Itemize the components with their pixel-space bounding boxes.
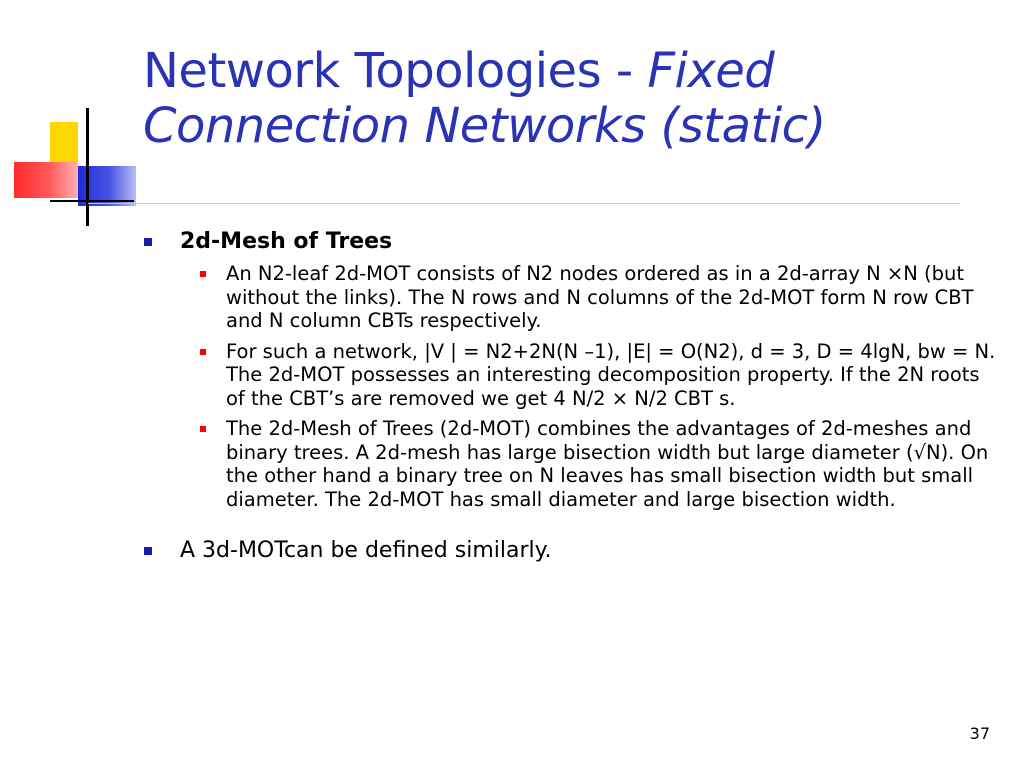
title-divider xyxy=(88,203,960,204)
sub-bullet xyxy=(200,262,997,333)
bullet-level1 xyxy=(142,228,997,256)
sub-bullet-square-icon xyxy=(200,271,206,277)
sub-bullet-text: An N2-leaf 2d-MOT consists of N2 nodes ordered as in a 2d-array N ×N (but without the links). The N rows and N columns of the 2d-MOT form N row CBT and N column CBTs respectively. xyxy=(226,262,974,332)
logo-horizontal-line xyxy=(50,200,134,202)
title-normal: Network Topologies - xyxy=(143,43,648,99)
page-number: 37 xyxy=(969,724,990,743)
sub-bullet-square-icon xyxy=(200,426,206,432)
slide-body xyxy=(142,228,997,565)
logo-red-block xyxy=(14,162,78,198)
sub-bullet-text: The 2d-Mesh of Trees (2d-MOT) combines the advantages of 2d-meshes and binary trees. A 2d-mesh has large bisection width but large diameter (√N). On the other hand a binary tree on N leaves has small bisection width but small diameter. The 2d-MOT has small diameter and large bisection width. xyxy=(226,417,989,511)
sub-bullet-text: For such a network, |V | = N2+2N(N –1), |E| = O(N2), d = 3, D = 4lgN, bw = N. The 2d-MOT possesses an interesting decomposition property. If the 2N roots of the CBT’s are removed we get 4 N/2 × N/2 CBT s. xyxy=(226,339,996,410)
sub-bullet xyxy=(200,340,997,411)
logo-vertical-line xyxy=(86,108,89,226)
bullet-text: A 3d-MOTcan be defined similarly. xyxy=(180,538,552,563)
decorative-logo xyxy=(0,100,140,230)
title-italic: Fixed Connection Networks (static) xyxy=(143,43,826,154)
bullet-level1 xyxy=(142,537,997,565)
logo-yellow-block xyxy=(50,122,78,162)
sub-bullet-list xyxy=(200,262,997,511)
bullet-text: 2d-Mesh of Trees xyxy=(180,229,393,254)
bullet-square-icon xyxy=(144,547,152,555)
sub-bullet xyxy=(200,417,997,511)
bullet-square-icon xyxy=(144,238,152,246)
sub-bullet-square-icon xyxy=(200,349,206,355)
slide-title xyxy=(143,44,1003,154)
